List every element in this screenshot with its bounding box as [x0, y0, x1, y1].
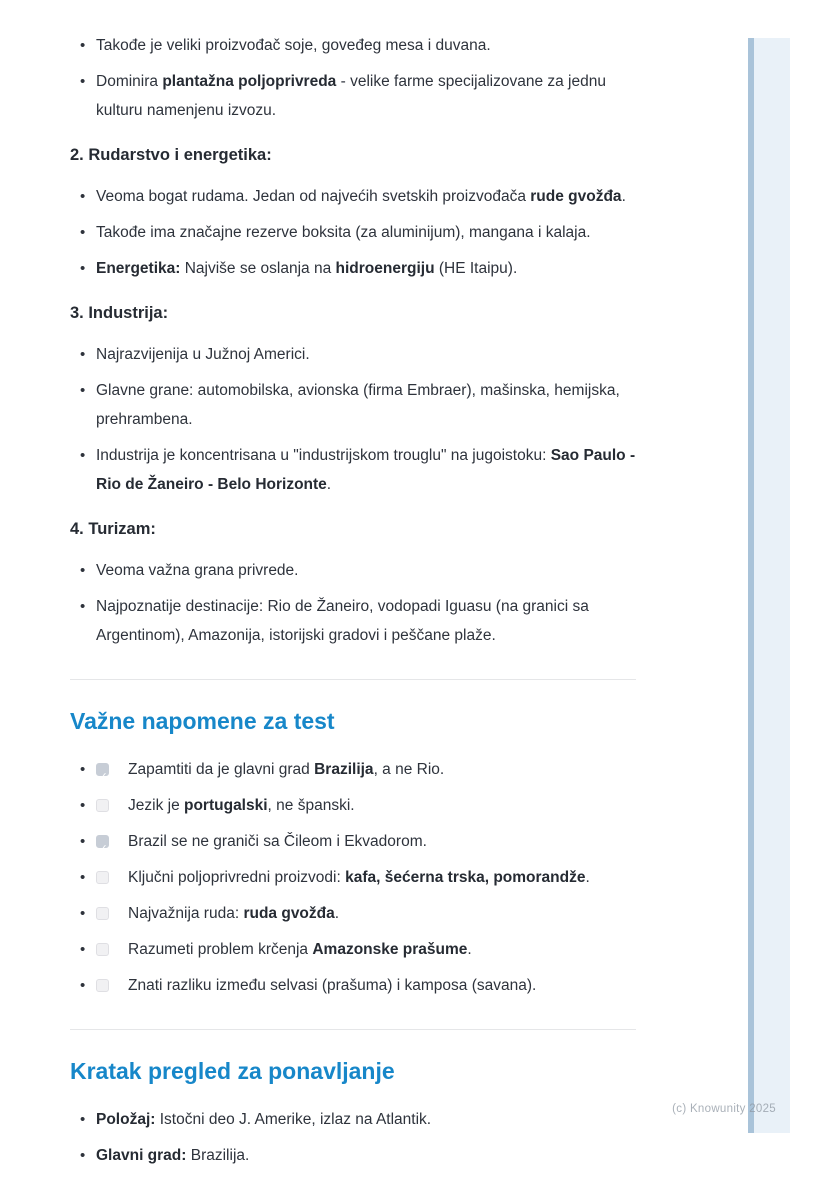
bullet-icon: •: [80, 37, 86, 54]
list-item: [70, 1105, 636, 1134]
bullet-icon: •: [80, 73, 86, 90]
bullet-list: [70, 556, 636, 650]
item-text: Veoma važna grana privrede.: [96, 562, 299, 579]
checkbox[interactable]: [96, 871, 109, 884]
list-item: [70, 254, 636, 283]
section-heading: 3. Industrija:: [70, 304, 169, 322]
checkbox[interactable]: [96, 979, 109, 992]
item-text: Energetika: Najviše se oslanja na hidroenergiju (HE Itaipu).: [96, 260, 518, 277]
checkbox[interactable]: [96, 943, 109, 956]
checklist-item: [70, 899, 636, 928]
checklist-item: [70, 755, 636, 784]
bullet-icon: •: [80, 761, 86, 778]
item-text: Takođe je veliki proizvođač soje, goveđeg mesa i duvana.: [96, 37, 491, 54]
bullet-icon: •: [80, 1111, 86, 1128]
document-body: [70, 31, 636, 1177]
bullet-icon: •: [80, 941, 86, 958]
bullet-icon: •: [80, 797, 86, 814]
list-item: [70, 441, 636, 499]
item-text: Industrija je koncentrisana u "industrijskom trouglu" na jugoistoku: Sao Paulo - Rio de Žaneiro - Belo Horizonte.: [96, 447, 636, 493]
list-item: [70, 31, 636, 60]
item-text: Glavni grad: Brazilija.: [96, 1147, 250, 1164]
watermark: (c) Knowunity 2025: [672, 1103, 776, 1115]
bullet-list: [70, 340, 636, 499]
list-item: [70, 182, 636, 211]
bullet-icon: •: [80, 346, 86, 363]
review-heading: Kratak pregled za ponavljanje: [70, 1058, 395, 1084]
list-item: [70, 592, 636, 650]
checklist-item: [70, 863, 636, 892]
item-text: Ključni poljoprivredni proizvodi: kafa, šećerna trska, pomorandže.: [128, 869, 590, 886]
item-text: Glavne grane: automobilska, avionska (firma Embraer), mašinska, hemijska, prehrambena.: [96, 382, 620, 428]
bullet-list: [70, 1105, 636, 1170]
bullet-icon: •: [80, 869, 86, 886]
checkbox[interactable]: [96, 835, 109, 848]
checklist: [70, 755, 636, 1000]
bullet-list: [70, 182, 636, 283]
list-item: [70, 218, 636, 247]
scrollbar-track: [748, 38, 790, 1133]
bullet-icon: •: [80, 598, 86, 615]
item-text: Brazil se ne graniči sa Čileom i Ekvadorom.: [128, 833, 427, 850]
bullet-icon: •: [80, 188, 86, 205]
bullet-list: [70, 31, 636, 125]
bullet-icon: •: [80, 905, 86, 922]
section-divider: [70, 679, 636, 680]
section-heading: 2. Rudarstvo i energetika:: [70, 146, 272, 164]
item-text: Znati razliku između selvasi (prašuma) i kamposa (savana).: [128, 977, 537, 994]
checklist-item: [70, 827, 636, 856]
bullet-icon: •: [80, 224, 86, 241]
item-text: Najvažnija ruda: ruda gvožđa.: [128, 905, 340, 922]
notes-heading: Važne napomene za test: [70, 708, 335, 734]
item-text: Zapamtiti da je glavni grad Brazilija, a ne Rio.: [128, 761, 445, 778]
bullet-icon: •: [80, 833, 86, 850]
section-industry: [70, 303, 636, 499]
bullet-icon: •: [80, 562, 86, 579]
checklist-item: [70, 935, 636, 964]
checkbox[interactable]: [96, 799, 109, 812]
list-item: [70, 556, 636, 585]
checkbox[interactable]: [96, 907, 109, 920]
section-tourism: [70, 519, 636, 650]
item-text: Položaj: Istočni deo J. Amerike, izlaz na Atlantik.: [96, 1111, 432, 1128]
bullet-icon: •: [80, 260, 86, 277]
scrollbar-thumb[interactable]: [748, 38, 754, 1133]
list-item: [70, 1141, 636, 1170]
list-item: [70, 376, 636, 434]
section-mining-energy: [70, 145, 636, 283]
section-test-notes: [70, 707, 636, 1000]
item-text: Najrazvijenija u Južnoj Americi.: [96, 346, 310, 363]
bullet-icon: •: [80, 447, 86, 464]
item-text: Dominira plantažna poljoprivreda - velike farme specijalizovane za jednu kulturu namenjenu izvozu.: [96, 73, 606, 119]
bullet-icon: •: [80, 977, 86, 994]
item-text: Jezik je portugalski, ne španski.: [128, 797, 355, 814]
item-text: Najpoznatije destinacije: Rio de Žaneiro, vodopadi Iguasu (na granici sa Argentinom), Amazonija, istorijski gradovi i peščane plaže.: [96, 598, 589, 644]
section-review: [70, 1057, 636, 1170]
list-item: [70, 67, 636, 125]
bullet-icon: •: [80, 382, 86, 399]
section-divider: [70, 1029, 636, 1030]
item-text: Takođe ima značajne rezerve boksita (za aluminijum), mangana i kalaja.: [96, 224, 591, 241]
bullet-icon: •: [80, 1147, 86, 1164]
item-text: Veoma bogat rudama. Jedan od najvećih svetskih proizvođača rude gvožđa.: [96, 188, 626, 205]
list-item: [70, 340, 636, 369]
checklist-item: [70, 791, 636, 820]
section-agriculture-tail: [70, 31, 636, 125]
section-heading: 4. Turizam:: [70, 520, 156, 538]
checklist-item: [70, 971, 636, 1000]
item-text: Razumeti problem krčenja Amazonske prašume.: [128, 941, 472, 958]
checkbox[interactable]: [96, 763, 109, 776]
